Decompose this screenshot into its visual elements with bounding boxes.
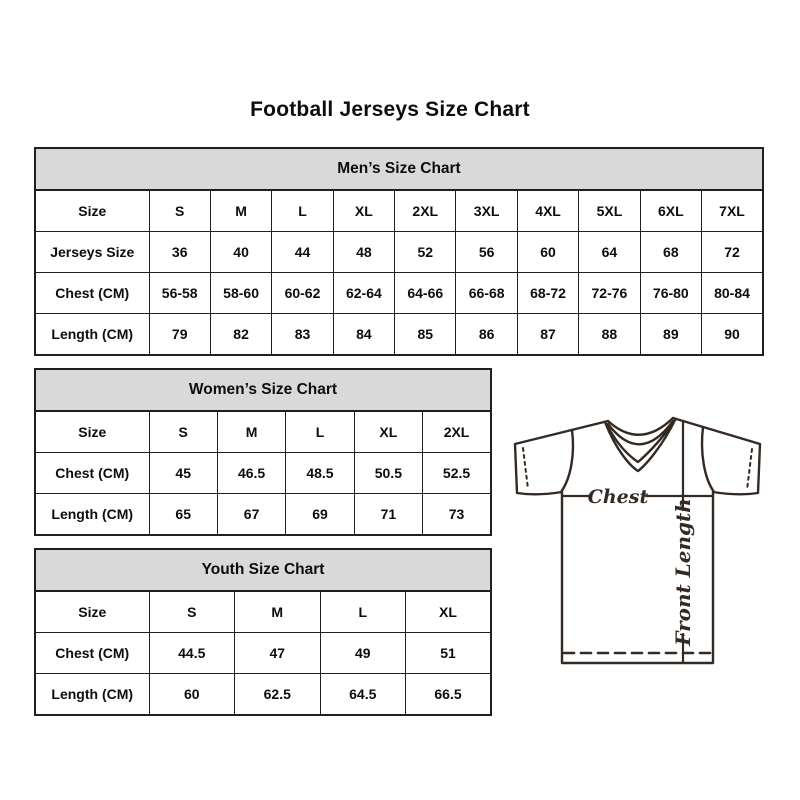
value-cell: 52.5	[423, 453, 491, 494]
value-cell: 69	[286, 494, 354, 536]
mens-size-table	[34, 147, 764, 356]
table-title-row	[35, 549, 491, 591]
table-title: Women’s Size Chart	[35, 369, 491, 411]
youth-size-table	[34, 548, 492, 716]
value-cell: 83	[272, 314, 333, 356]
value-cell: 65	[149, 494, 217, 536]
chest-label: Chest	[587, 486, 649, 508]
table-row	[35, 232, 763, 273]
value-cell: 7XL	[702, 190, 763, 232]
jersey-right-sleeve	[673, 418, 760, 494]
womens-size-table	[34, 368, 492, 536]
row-label-cell: Chest (CM)	[35, 453, 149, 494]
value-cell: 82	[210, 314, 271, 356]
table-row	[35, 314, 763, 356]
value-cell: 44	[272, 232, 333, 273]
value-cell: 89	[640, 314, 701, 356]
value-cell: 67	[217, 494, 285, 536]
value-cell: 6XL	[640, 190, 701, 232]
value-cell: 64	[579, 232, 640, 273]
value-cell: 60	[149, 674, 235, 716]
table-row	[35, 591, 491, 633]
table-row	[35, 494, 491, 536]
value-cell: 72	[702, 232, 763, 273]
value-cell: 5XL	[579, 190, 640, 232]
value-cell: XL	[333, 190, 394, 232]
value-cell: 87	[517, 314, 578, 356]
value-cell: 80-84	[702, 273, 763, 314]
table-row	[35, 453, 491, 494]
jersey-left-armhole-seam	[561, 430, 573, 492]
value-cell: 2XL	[423, 411, 491, 453]
table-row	[35, 411, 491, 453]
value-cell: 90	[702, 314, 763, 356]
value-cell: S	[149, 190, 210, 232]
value-cell: 49	[320, 633, 406, 674]
value-cell: 48.5	[286, 453, 354, 494]
value-cell: 72-76	[579, 273, 640, 314]
value-cell: 76-80	[640, 273, 701, 314]
row-label-cell: Jerseys Size	[35, 232, 149, 273]
value-cell: 52	[395, 232, 456, 273]
value-cell: XL	[406, 591, 492, 633]
jersey-diagram	[505, 408, 770, 673]
value-cell: 66.5	[406, 674, 492, 716]
table-title-row	[35, 148, 763, 190]
value-cell: 40	[210, 232, 271, 273]
row-label-cell: Length (CM)	[35, 674, 149, 716]
value-cell: 86	[456, 314, 517, 356]
value-cell: 2XL	[395, 190, 456, 232]
jersey-left-sleeve	[515, 421, 608, 494]
value-cell: 60	[517, 232, 578, 273]
value-cell: 56-58	[149, 273, 210, 314]
value-cell: S	[149, 411, 217, 453]
value-cell: 68-72	[517, 273, 578, 314]
value-cell: 64-66	[395, 273, 456, 314]
value-cell: 88	[579, 314, 640, 356]
jersey-right-cuff-dashed-seam	[747, 449, 752, 490]
value-cell: 45	[149, 453, 217, 494]
table-title-row	[35, 369, 491, 411]
front-length-label: Front Length	[671, 498, 695, 646]
row-label-cell: Size	[35, 411, 149, 453]
table-row	[35, 190, 763, 232]
value-cell: 56	[456, 232, 517, 273]
value-cell: 64.5	[320, 674, 406, 716]
value-cell: 47	[235, 633, 321, 674]
row-label-cell: Size	[35, 591, 149, 633]
jersey-right-armhole-seam	[702, 427, 714, 492]
value-cell: 48	[333, 232, 394, 273]
value-cell: 4XL	[517, 190, 578, 232]
jersey-left-cuff-dashed-seam	[523, 448, 528, 489]
value-cell: 58-60	[210, 273, 271, 314]
value-cell: 51	[406, 633, 492, 674]
value-cell: 62-64	[333, 273, 394, 314]
value-cell: 71	[354, 494, 422, 536]
table-title: Men’s Size Chart	[35, 148, 763, 190]
value-cell: S	[149, 591, 235, 633]
row-label-cell: Length (CM)	[35, 494, 149, 536]
value-cell: 68	[640, 232, 701, 273]
row-label-cell: Size	[35, 190, 149, 232]
value-cell: 60-62	[272, 273, 333, 314]
value-cell: 3XL	[456, 190, 517, 232]
value-cell: 44.5	[149, 633, 235, 674]
value-cell: L	[286, 411, 354, 453]
table-row	[35, 674, 491, 716]
value-cell: 79	[149, 314, 210, 356]
value-cell: 50.5	[354, 453, 422, 494]
row-label-cell: Chest (CM)	[35, 633, 149, 674]
jersey-illustration	[505, 408, 770, 673]
table-row	[35, 273, 763, 314]
value-cell: M	[235, 591, 321, 633]
value-cell: 85	[395, 314, 456, 356]
value-cell: XL	[354, 411, 422, 453]
value-cell: 36	[149, 232, 210, 273]
row-label-cell: Chest (CM)	[35, 273, 149, 314]
value-cell: L	[320, 591, 406, 633]
value-cell: 62.5	[235, 674, 321, 716]
value-cell: 46.5	[217, 453, 285, 494]
value-cell: M	[210, 190, 271, 232]
value-cell: 73	[423, 494, 491, 536]
value-cell: 66-68	[456, 273, 517, 314]
value-cell: 84	[333, 314, 394, 356]
row-label-cell: Length (CM)	[35, 314, 149, 356]
table-row	[35, 633, 491, 674]
value-cell: L	[272, 190, 333, 232]
value-cell: M	[217, 411, 285, 453]
page-title: Football Jerseys Size Chart	[250, 98, 530, 121]
table-title: Youth Size Chart	[35, 549, 491, 591]
